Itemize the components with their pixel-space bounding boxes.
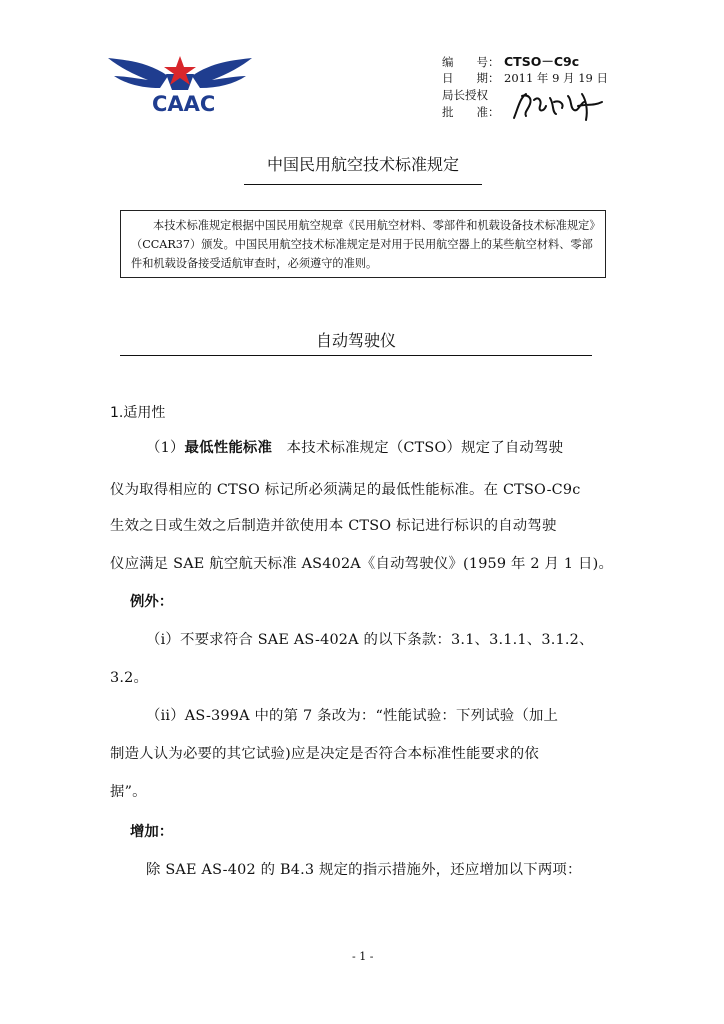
paragraph-1-line-2: 仪为取得相应的 CTSO 标记所必须满足的最低性能标准。在 CTSO-C9c [110,482,581,498]
exceptions-heading: 例外： [130,594,174,610]
approval-label-1: 局长授权 [442,88,488,102]
subtitle-underline [120,355,592,356]
addition-line-1: 除 SAE AS-402 的 B4.3 规定的指示措施外，还应增加以下两项： [146,862,582,878]
exception-2-line-3: 据”。 [110,784,147,800]
page-number: - 1 - [352,950,374,963]
p1-prefix: （1） [146,440,185,456]
section-1-heading: 1.适用性 [110,405,166,421]
doc-number [442,54,579,70]
signature-icon [510,90,606,122]
doc-number-value: CTSO－C9c [504,54,580,69]
p1-line1-rest: 本技术标准规定（CTSO）规定了自动驾驶 [272,440,564,456]
logo-text: CAAC [152,92,216,116]
paragraph-1-line-4: 仪应满足 SAE 航空航天标准 AS402A《自动驾驶仪》(1959 年 2 月 1 日)。 [110,556,614,572]
doc-date-label: 日 期： [442,71,500,85]
paragraph-1-line-1 [146,436,563,457]
doc-date [442,71,608,86]
notice-box: 本技术标准规定根据中国民用航空规章《民用航空材料、零部件和机载设备技术标准规定》（CCAR37）颁发。中国民用航空技术标准规定是对用于民用航空器上的某些航空材料、零部件和机载设备接受适航审查时，必须遵守的准则。 [120,210,606,278]
doc-date-value: 2011 年 9 月 19 日 [504,71,608,85]
exception-2-line-2: 制造人认为必要的其它试验)应是决定是否符合本标准性能要求的依 [110,746,539,762]
additions-heading: 增加： [130,824,174,840]
document-title: 中国民用航空技术标准规定 [266,155,459,174]
exception-1-line-2: 3.2。 [110,670,149,686]
approval-label-2: 批 准： [442,105,500,119]
p1-bold-term: 最低性能标准 [184,440,273,456]
standard-subtitle: 自动驾驶仪 [315,331,396,350]
paragraph-1-line-3: 生效之日或生效之后制造并欲使用本 CTSO 标记进行标识的自动驾驶 [110,518,557,534]
title-underline [244,184,482,185]
exception-2-line-1: （ii）AS-399A 中的第 7 条改为：“性能试验：下列试验（加上 [146,708,559,724]
exception-1-line-1: （i）不要求符合 SAE AS-402A 的以下条款：3.1、3.1.1、3.1.2、 [146,632,594,648]
doc-number-label: 编 号： [442,55,500,69]
